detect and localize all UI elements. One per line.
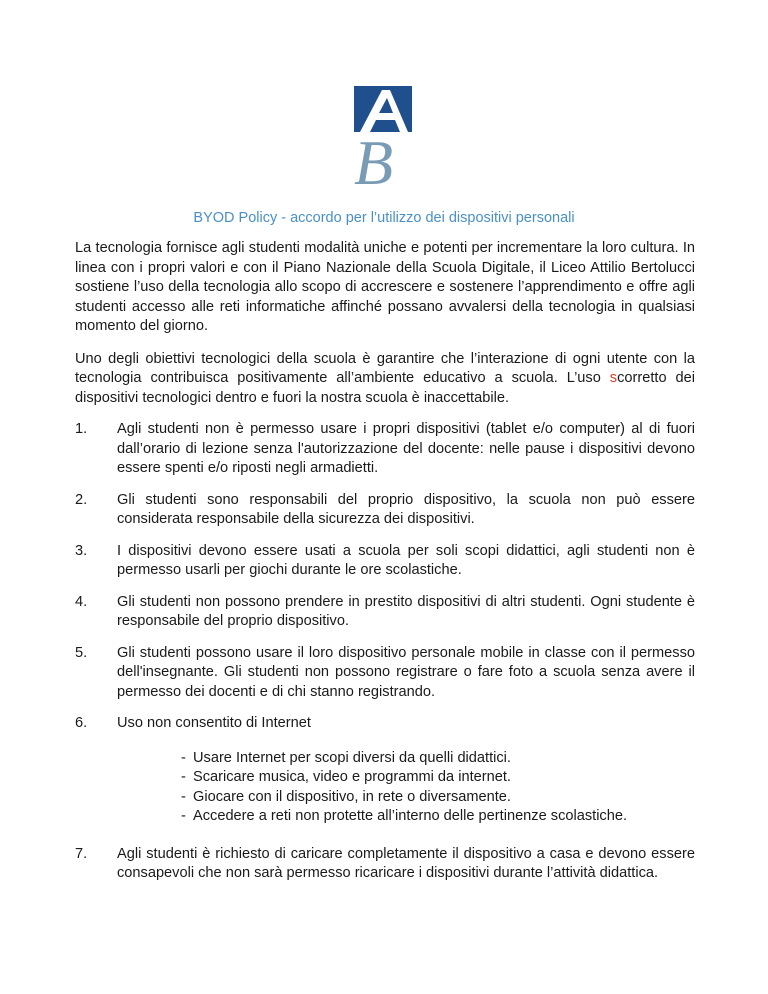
document-title: BYOD Policy - accordo per l’utilizzo dei dispositivi personali <box>193 210 575 226</box>
school-logo <box>332 80 442 190</box>
sub-list-item: - Accedere a reti non protette all’interno delle pertinenze scolastiche. <box>181 808 628 824</box>
intro-paragraph: La tecnologia fornisce agli studenti modalità uniche e potenti per incrementare la loro cultura. In linea con i propri valori e con il Piano Nazionale della Scuola Digitale, il Liceo Attilio Bertolucci sostiene l’uso della tecnologia allo scopo di accrescere e sostenere l’apprendimento e offre agli studenti accesso alle reti informatiche affinché possano avvalersi della tecnologia in qualsiasi momento del giorno. <box>75 240 695 334</box>
item-text: Agli studenti non è permesso usare i propri dispositivi (tablet e/o computer) al di fuori dall’orario di lezione senza l'autorizzazione del docente: nelle pause i dispositivi devono essere spenti e/o riposti negli armadietti. <box>117 421 695 476</box>
list-item <box>75 714 695 833</box>
item-text: Agli studenti è richiesto di caricare completamente il dispositivo a casa e devono essere consapevoli che non sarà permesso ricaricare i dispositivi durante l’attività didattica. <box>117 845 695 881</box>
item-text: I dispositivi devono essere usati a scuola per soli scopi didattici, agli studenti non è permesso usarli per giochi durante le ore scolastiche. <box>117 542 695 578</box>
sub-list-item: - Usare Internet per scopi diversi da quelli didattici. <box>181 749 511 766</box>
highlighted-letter: s <box>609 370 618 386</box>
sub-list-item: - Giocare con il dispositivo, in rete o diversamente. <box>181 788 511 805</box>
item-number: 2. <box>75 491 88 508</box>
list-item <box>75 420 695 479</box>
list-item <box>75 542 695 581</box>
list-item <box>75 491 695 530</box>
item-text: Gli studenti sono responsabili del proprio dispositivo, la scuola non può essere considerata responsabile della sicurezza dei dispositivi. <box>117 491 695 527</box>
item-number: 4. <box>75 593 88 610</box>
item-number: 7. <box>75 845 88 862</box>
document-body <box>75 239 695 896</box>
item-number: 1. <box>75 421 88 437</box>
sub-list-item: - Scaricare musica, video e programmi da internet. <box>181 769 511 785</box>
item-number: 6. <box>75 715 88 731</box>
list-item <box>75 593 695 632</box>
item-number: 3. <box>75 542 88 559</box>
item-text: Gli studenti possono usare il loro dispositivo personale mobile in classe con il permesso dell'insegnante. Gli studenti non possono registrare o fare foto a scuola senza avere il permesso dei docenti e di chi stanno registrando. <box>117 644 695 700</box>
item-text: Gli studenti non possono prendere in prestito dispositivi di altri studenti. Ogni studente è responsabile del proprio dispositivo. <box>117 593 695 629</box>
item-text: Uso non consentito di Internet - Usare Internet per scopi diversi da quelli didattici. - Scaricare musica, video e programmi da internet. - Giocare con il dispositivo, in rete o diversamente. - Accedere a reti non protette all’interno delle pertinenze scolastiche. <box>117 714 695 833</box>
list-item <box>75 845 695 884</box>
rules-list <box>75 420 695 884</box>
list-item <box>75 644 695 703</box>
internet-rules-list <box>117 749 695 827</box>
item-number: 5. <box>75 644 88 661</box>
logo-letter-b: B <box>354 127 394 190</box>
objective-paragraph: Uno degli obiettivi tecnologici della scuola è garantire che l’interazione di ogni utente con la tecnologia contribuisca positivamente all’ambiente educativo a scuola. L’uso scorretto dei dispositivi tecnologici dentro e fuori la nostra scuola è inaccettabile. <box>75 350 695 406</box>
